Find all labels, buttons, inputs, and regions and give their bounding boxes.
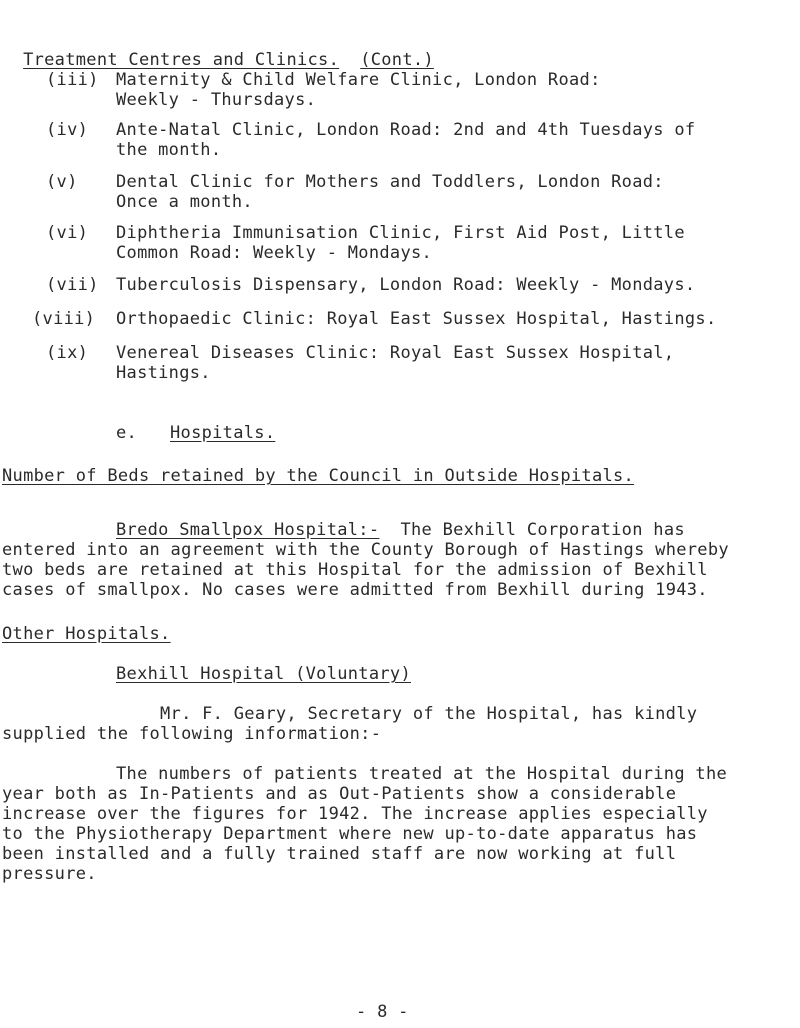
clinic-text-cont: Hastings. <box>116 363 211 383</box>
clinic-number: (iv) <box>46 120 89 140</box>
clinic-text-cont: Common Road: Weekly - Mondays. <box>116 243 433 263</box>
page-title-cont: (Cont.) <box>360 50 434 70</box>
clinic-text-cont: the month. <box>116 140 222 160</box>
clinic-text: Maternity & Child Welfare Clinic, London Road: <box>116 70 601 90</box>
intro-text: supplied the following information:- <box>2 724 382 744</box>
bredo-text: cases of smallpox. No cases were admitted from Bexhill during 1943. <box>2 580 708 600</box>
clinic-text: Venereal Diseases Clinic: Royal East Sussex Hospital, <box>116 343 675 363</box>
intro-text: Mr. F. Geary, Secretary of the Hospital, has kindly <box>160 704 698 724</box>
bredo-heading: Bredo Smallpox Hospital:- <box>116 520 380 540</box>
bredo-text: entered into an agreement with the County Borough of Hastings whereby <box>2 540 729 560</box>
section-heading: Hospitals. <box>170 423 276 443</box>
paragraph-line: The numbers of patients treated at the Hospital during the <box>116 764 728 784</box>
section-subheading: Number of Beds retained by the Council in Outside Hospitals. <box>2 466 635 486</box>
clinic-number: (vii) <box>46 275 99 295</box>
hospital-name: Bexhill Hospital (Voluntary) <box>116 664 411 684</box>
bredo-line <box>116 520 685 540</box>
clinic-number: (iii) <box>46 70 99 90</box>
bredo-text: The Bexhill Corporation has <box>400 520 685 540</box>
section-letter: e. <box>116 423 138 443</box>
clinic-number: (v) <box>46 172 78 192</box>
clinic-text: Diphtheria Immunisation Clinic, First Aid Post, Little <box>116 223 685 243</box>
paragraph-line: year both as In-Patients and as Out-Patients show a considerable <box>2 784 677 804</box>
paragraph-line: to the Physiotherapy Department where new up-to-date apparatus has <box>2 824 698 844</box>
other-hospitals-heading: Other Hospitals. <box>2 624 171 644</box>
clinic-text: Orthopaedic Clinic: Royal East Sussex Hospital, Hastings. <box>116 309 717 329</box>
clinic-number: (vi) <box>46 223 89 243</box>
clinic-text-cont: Once a month. <box>116 192 253 212</box>
page-number: - 8 - <box>356 1002 409 1022</box>
page-header <box>2 30 434 70</box>
clinic-number: (ix) <box>46 343 89 363</box>
paragraph-line: increase over the figures for 1942. The increase applies especially <box>2 804 708 824</box>
clinic-text: Dental Clinic for Mothers and Toddlers, London Road: <box>116 172 664 192</box>
paragraph-line: pressure. <box>2 864 97 884</box>
clinic-text: Ante-Natal Clinic, London Road: 2nd and 4th Tuesdays of <box>116 120 696 140</box>
clinic-text-cont: Weekly - Thursdays. <box>116 90 317 110</box>
bredo-text: two beds are retained at this Hospital for the admission of Bexhill <box>2 560 708 580</box>
paragraph-line: been installed and a fully trained staff are now working at full <box>2 844 677 864</box>
clinic-number: (viii) <box>32 309 96 329</box>
clinic-text: Tuberculosis Dispensary, London Road: Weekly - Mondays. <box>116 275 696 295</box>
page-title: Treatment Centres and Clinics. <box>23 50 340 70</box>
